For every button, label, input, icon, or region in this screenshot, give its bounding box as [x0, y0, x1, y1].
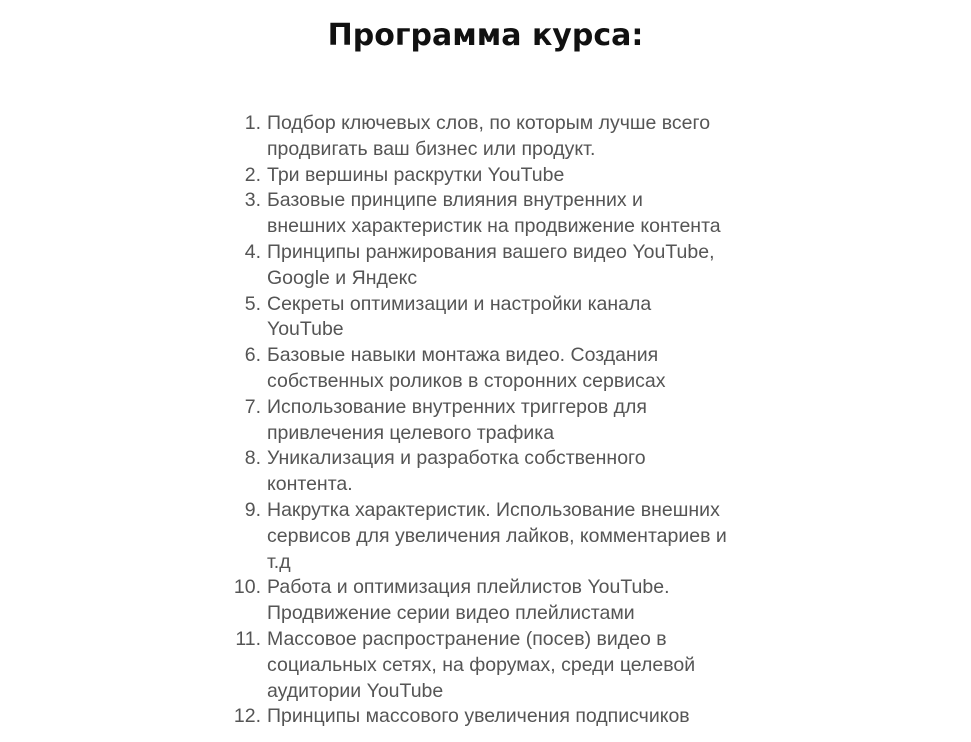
list-item-text-line: Базовые принципе влияния внутренних и [267, 189, 643, 212]
list-item-text-line: Продвижение серии видео плейлистами [267, 602, 635, 625]
list-item-text-line: Принципы массового увеличения подписчиков [267, 705, 690, 728]
list-item-text-line: собственных роликов в сторонних сервисах [267, 369, 666, 392]
list-item [244, 395, 745, 447]
list-item-number: 9. [244, 498, 261, 521]
list-item-number: 1. [244, 112, 261, 134]
list-item-text-line: Принципы ранжирования вашего видео YouTube, [267, 240, 715, 263]
list-item [244, 446, 745, 498]
list-item-number: 5. [244, 292, 261, 315]
list-item-number: 3. [244, 189, 261, 212]
list-item [244, 498, 745, 575]
list-item-text-line: продвигать ваш бизнес или продукт. [267, 137, 596, 160]
list-item-number: 8. [244, 447, 261, 470]
list-item [233, 704, 745, 730]
list-item [244, 292, 745, 344]
list-item-number: 6. [244, 344, 261, 367]
list-item-text-line: контента. [267, 473, 353, 496]
list-item-text-line: привлечения целевого трафика [267, 421, 555, 444]
list-item-text-line: сервисов для увеличения лайков, комментариев и [267, 524, 727, 547]
list-item [244, 343, 745, 395]
list-item-text-line: социальных сетях, на форумах, среди целевой [267, 653, 696, 676]
list-item-number: 2. [244, 163, 261, 186]
list-item-text-line: т.д [267, 550, 291, 573]
list-item-text-line: Работа и оптимизация плейлистов YouTube. [267, 576, 670, 599]
list-item [244, 188, 745, 240]
list-item-text-line: Использование внутренних триггеров для [267, 395, 647, 418]
list-item [244, 163, 745, 189]
list-item-text-line: Секреты оптимизации и настройки канала [267, 292, 652, 315]
list-item-number: 12. [233, 705, 261, 728]
list-item-text-line: аудитории YouTube [267, 679, 444, 702]
page-title: Программа курса: [327, 18, 644, 53]
list-item-number: 4. [244, 240, 261, 263]
list-item [244, 240, 745, 292]
list-item-text-line: Три вершины раскрутки YouTube [267, 163, 565, 186]
list-item-number: 10. [233, 576, 261, 599]
list-item [244, 111, 745, 163]
list-item-text-line: Массовое распространение (посев) видео в [267, 627, 667, 650]
list-item-number: 7. [244, 395, 261, 418]
list-item [235, 627, 745, 704]
list-item-number: 11. [235, 627, 261, 650]
list-item-text-line: внешних характеристик на продвижение контента [267, 215, 721, 238]
list-item [233, 575, 745, 627]
list-item-text-line: Google и Яндекс [267, 266, 418, 289]
list-item-text-line: Накрутка характеристик. Использование внешних [267, 498, 720, 521]
list-item-text-line: Базовые навыки монтажа видео. Создания [267, 344, 659, 367]
course-program-list [233, 111, 745, 730]
list-item-text-line: Уникализация и разработка собственного [267, 447, 646, 470]
list-item-text-line: YouTube [267, 318, 344, 341]
list-item-text-line: Подбор ключевых слов, по которым лучше всего [267, 112, 711, 134]
